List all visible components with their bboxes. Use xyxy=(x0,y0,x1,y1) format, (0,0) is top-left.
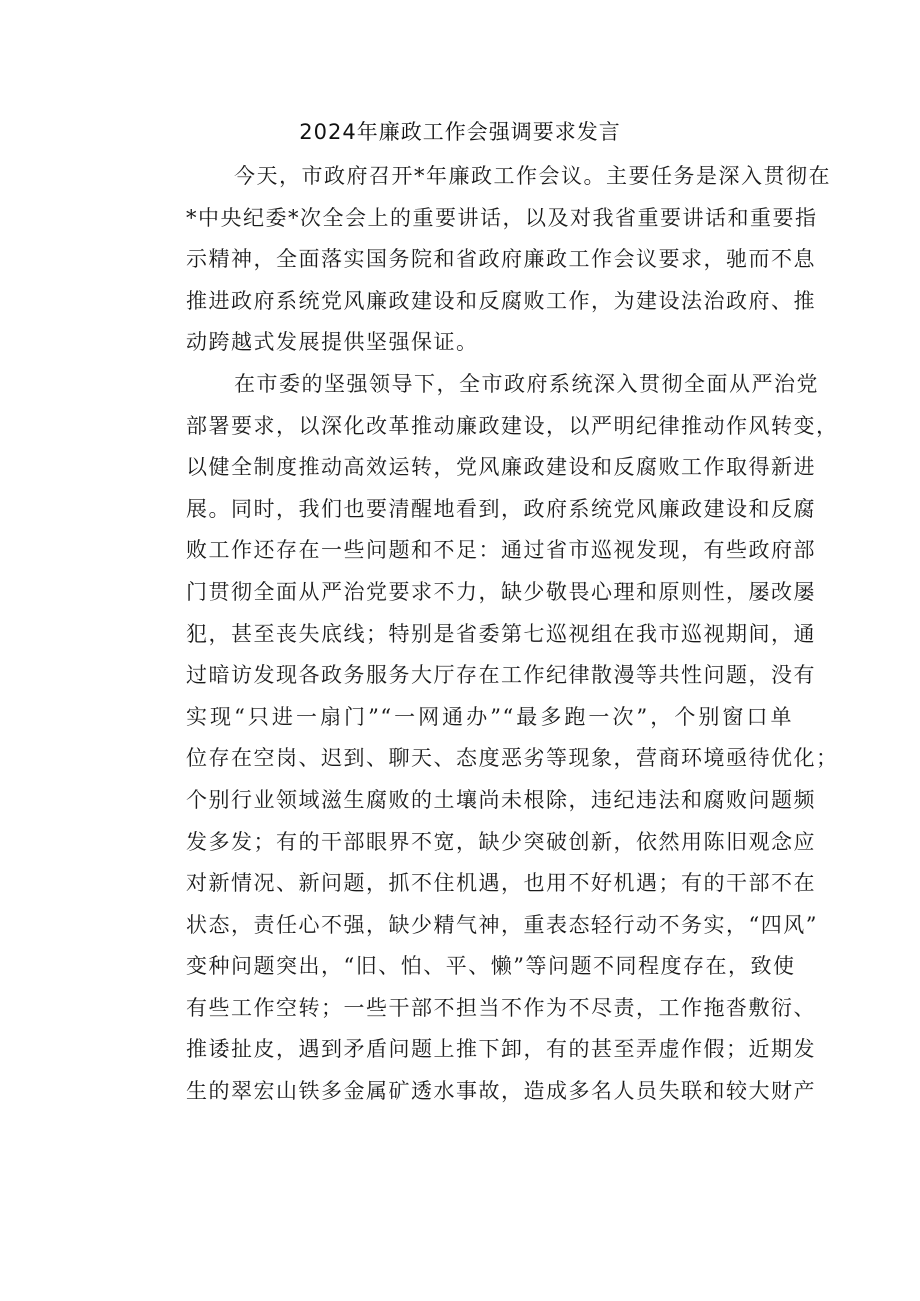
text-line: 犯，甚至丧失底线；特别是省委第七巡视组在我市巡视期间，通 xyxy=(186,621,816,646)
paragraph-1 xyxy=(138,156,831,364)
text-line: 变种问题突出，“旧、怕、平、懒”等问题不同程度存在，致使 xyxy=(186,954,796,979)
text-line: 在市委的坚强领导下，全市政府系统深入贯彻全面从严治党 xyxy=(234,371,819,396)
text-line: 有些工作空转；一些干部不担当不作为不尽责，工作拖沓敷衍、 xyxy=(186,995,816,1020)
text-line: 发多发；有的干部眼界不宽，缺少突破创新，依然用陈旧观念应 xyxy=(186,829,816,854)
text-line: 生的翠宏山铁多金属矿透水事故，造成多名人员失联和较大财产 xyxy=(186,1079,816,1104)
text-line: 实现“只进一扇门”“一网通办”“最多跑一次”，个别窗口单 xyxy=(186,704,793,729)
text-line: 位存在空岗、迟到、聊天、态度恶劣等现象，营商环境亟待优化； xyxy=(186,746,839,771)
text-line: 示精神，全面落实国务院和省政府廉政工作会议要求，驰而不息 xyxy=(186,247,816,272)
text-line: 展。同时，我们也要清醒地看到，政府系统党风廉政建设和反腐 xyxy=(186,496,816,521)
text-line: *中央纪委*次全会上的重要讲话，以及对我省重要讲话和重要指 xyxy=(186,205,818,230)
text-line: 门贯彻全面从严治党要求不力，缺少敬畏心理和原则性，屡改屡 xyxy=(186,579,816,604)
text-line: 状态，责任心不强，缺少精气神，重表态轻行动不务实，“四风” xyxy=(186,912,818,937)
text-line: 部署要求，以深化改革推动廉政建设，以严明纪律推动作风转变， xyxy=(186,413,839,438)
text-line: 对新情况、新问题，抓不住机遇，也用不好机遇；有的干部不在 xyxy=(186,871,816,896)
text-line: 推进政府系统党风廉政建设和反腐败工作，为建设法治政府、推 xyxy=(186,288,816,313)
text-line: 过暗访发现各政务服务大厅存在工作纪律散漫等共性问题，没有 xyxy=(186,663,816,688)
text-line: 动跨越式发展提供坚强保证。 xyxy=(186,330,479,355)
text-line: 今天，市政府召开*年廉政工作会议。主要任务是深入贯彻在 xyxy=(234,164,831,188)
text-line: 以健全制度推动高效运转，党风廉政建设和反腐败工作取得新进 xyxy=(186,455,816,480)
document-title: 2024年廉政工作会强调要求发言 xyxy=(299,120,621,144)
text-line: 个别行业领域滋生腐败的土壤尚未根除，违纪违法和腐败问题频 xyxy=(186,787,816,812)
text-line: 推诿扯皮，遇到矛盾问题上推下卸，有的甚至弄虚作假；近期发 xyxy=(186,1037,816,1062)
document-body xyxy=(138,156,839,1113)
text-line: 败工作还存在一些问题和不足：通过省市巡视发现，有些政府部 xyxy=(186,538,816,563)
paragraph-2 xyxy=(138,364,839,1113)
